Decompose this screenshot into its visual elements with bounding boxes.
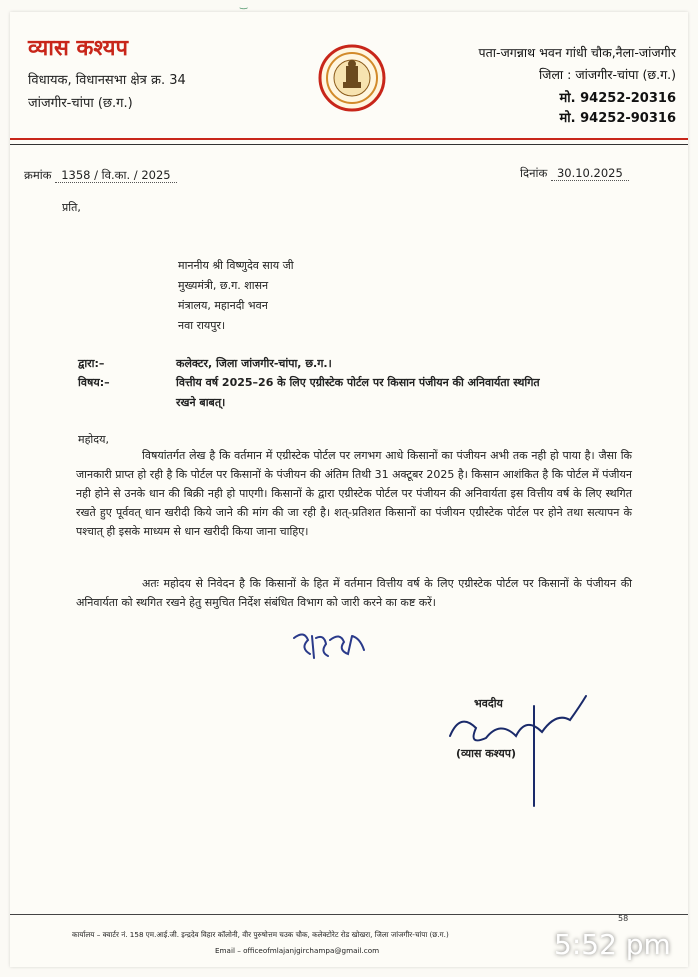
date-value: 30.10.2025 [551, 166, 629, 181]
via-text: कलेक्टर, जिला जांजगीर-चांपा, छ.ग.। [176, 357, 332, 370]
via-label: द्वारा:– [78, 357, 105, 370]
top-edge-decoration: ‿ [240, 0, 248, 10]
subject-label: विषय:– [78, 376, 110, 389]
recipient-line-3: मंत्रालय, महानदी भवन [178, 299, 268, 312]
subject-line-2: रखने बाबत्। [176, 396, 226, 409]
footer-office-address: कार्यालय – क्वार्टर नं. 158 एम.आई.जी. इन्द्रदेव विहार कॉलोनी, वीर पुरुषोत्तम चउक चौक, कलेक्टोरेट रोड खोखरा, जिला जांजगीर-चांपा (छ.ग.) [72, 930, 449, 939]
address-line-2: जिला : जांजगीर-चांपा (छ.ग.) [538, 67, 676, 82]
status-time: 5:52 pm [554, 928, 671, 961]
recipient-line-1: माननीय श्री विष्णुदेव साय जी [178, 259, 294, 272]
recipient-line-2: मुख्यमंत्री, छ.ग. शासन [178, 279, 269, 292]
closing-name: (व्यास कश्यप) [456, 747, 517, 760]
body-paragraph-2: अतः महोदय से निवेदन है कि किसानों के हित में वर्तमान वित्तीय वर्ष के लिए एग्रीस्टेक पोर्टल पर किसानों के पंजीयन की अनिवार्यता को स्थगित रखने हेतु समुचित निर्देश संबंधित विभाग को जारी करने का कष्ट करें। [76, 577, 632, 609]
reference-number [24, 168, 177, 183]
page-number: 58 [618, 914, 629, 923]
recipient-line-4: नवा रायपुर। [178, 319, 226, 332]
subject-line-1: वित्तीय वर्ष 2025–26 के लिए एग्रीस्टेक पोर्टल पर किसान पंजीयन की अनिवार्यता स्थगित [176, 376, 540, 389]
address-line-1: पता-जगन्नाथ भवन गांधी चौक,नैला-जांजगीर [478, 45, 676, 60]
emblem-seal-icon [318, 44, 386, 112]
reference-date [520, 166, 629, 181]
handwritten-note-text: सादर [290, 628, 292, 629]
closing-bhavdiya: भवदीय [474, 697, 503, 710]
body-paragraph-1: विषयांतर्गत लेख है कि वर्तमान में एग्रीस्टेक पोर्टल पर लगभग आधे किसानों का पंजीयन अभी तक नही हो पाया है। जैसा कि जानकारी प्राप्त हो रही है कि पोर्टल पर किसानों के पंजीयन की अंतिम तिथी 31 अक्टूबर 2025 है। किसान आशंकित है कि पोर्टल में पंजीयन नही होने से उनके धान की बिक्री नही हो पाएगी। किसानों के द्वारा एग्रीस्टेक पोर्टल पर पंजीयन की अनिवार्यता इस वित्तीय वर्ष के लिए स्थगित रखते हुए पूर्ववत् धान खरीदी किये जाने की मांग की जा रही है। शत्-प्रतिशत किसानों का पंजीयन एग्रीस्टेक पोर्टल पर होने तथा सत्यापन के पश्चात् ही इसके माध्यम से धान खरीदी किया जाना चाहिए। [76, 449, 632, 538]
sender-name: व्यास कश्यप [28, 36, 129, 61]
phone-1: मो. 94252-20316 [559, 91, 676, 106]
reference-value: 1358 / वि.का. / 2025 [55, 168, 176, 183]
date-label: दिनांक [520, 166, 548, 180]
phone-2: मो. 94252-90316 [559, 111, 676, 126]
header-rule-red [10, 138, 688, 140]
footer-rule [10, 914, 688, 915]
salutation: महोदय, [78, 433, 109, 446]
sender-designation: विधायक, विधानसभा क्षेत्र क्र. 34 [28, 73, 186, 88]
prati: प्रति, [62, 201, 81, 214]
header-rule-dark [10, 144, 688, 145]
sender-constituency: जांजगीर-चांपा (छ.ग.) [28, 96, 133, 111]
reference-label: क्रमांक [24, 168, 52, 182]
footer-email: Email – officeofmlajanjgirchampa@gmail.com [215, 946, 380, 955]
handwritten-note-sadar [290, 628, 370, 670]
